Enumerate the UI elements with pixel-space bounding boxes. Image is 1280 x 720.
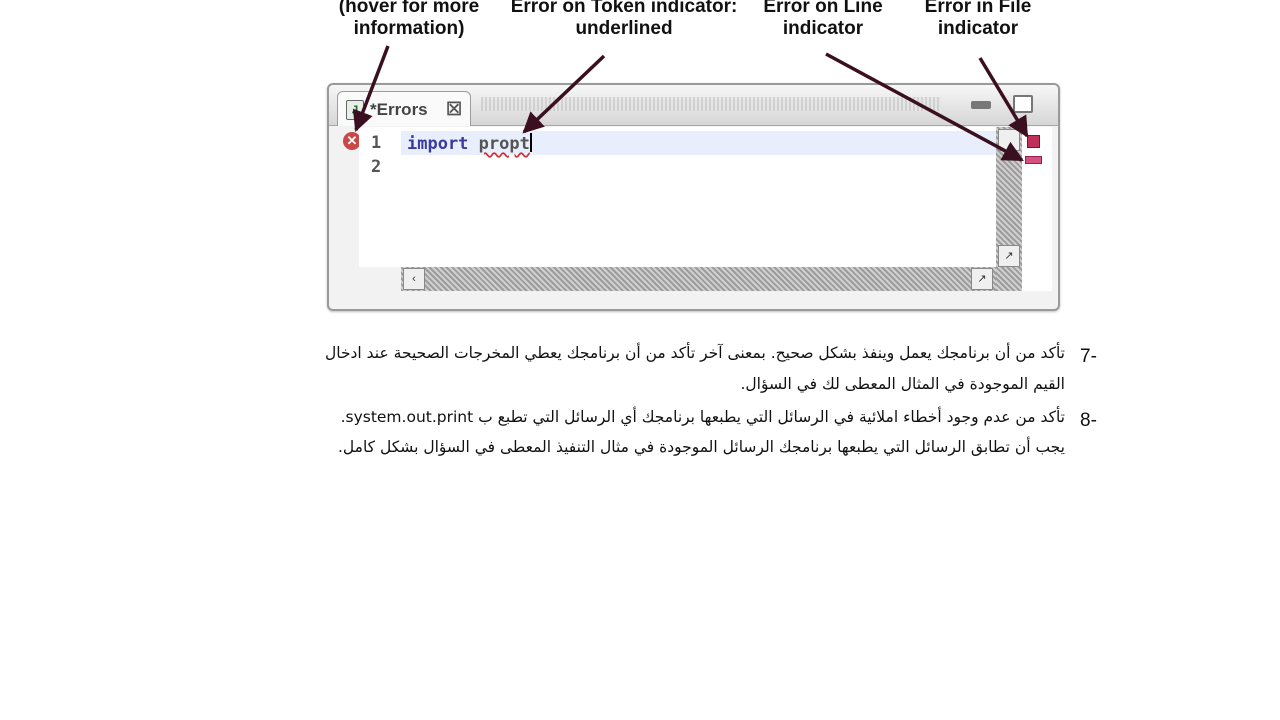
instruction-8-line-2: يجب أن تطابق الرسائل التي يطبعها برنامجك الرسائل الموجودة في مثال التنفيذ المعطى في السؤال بشكل كامل.	[337, 438, 1065, 456]
arrow-file	[980, 58, 1027, 136]
scroll-left-button[interactable]: ‹	[403, 268, 425, 290]
line-number: 2	[371, 157, 382, 177]
callout-file-text: Error in File indicator	[924, 0, 1032, 39]
error-token: propt	[478, 134, 530, 154]
callout-line-text: Error on Line indicator	[763, 0, 883, 39]
tab-title: *Errors	[370, 100, 428, 119]
instruction-8	[150, 408, 1065, 464]
arrow-line	[826, 54, 1022, 160]
instruction-7	[150, 344, 1065, 400]
instruction-8-line-1: تأكد من عدم وجود أخطاء املائية في الرسائل التي يطبعها برنامجك أي الرسائل التي تطبع ب system.out.print.	[340, 408, 1065, 426]
callout-token-text: Error on Token indicator: underlined	[510, 0, 738, 39]
error-icon[interactable]: ✕	[343, 132, 361, 150]
arrow-token	[524, 56, 604, 132]
scroll-down-button[interactable]: ↗	[998, 245, 1020, 267]
item-number-7: 7-	[1080, 346, 1097, 367]
instruction-7-line-2: القيم الموجودة في المثال المعطى لك في السؤال.	[740, 375, 1065, 393]
close-icon[interactable]: ☒	[446, 99, 463, 119]
arrow-hover	[356, 46, 388, 130]
line-number: 1	[371, 133, 382, 153]
code-keyword: import	[407, 134, 469, 154]
scroll-right-button[interactable]: ↗	[971, 268, 993, 290]
java-file-icon: J	[346, 100, 364, 120]
item-number-8: 8-	[1080, 410, 1097, 431]
instruction-7-line-1: تأكد من أن برنامجك يعمل وينفذ بشكل صحيح. بمعنى آخر تأكد من أن برنامجك يعطي المخرجات الصحيحة عند ادخال	[324, 344, 1065, 362]
callout-arrows	[0, 0, 1280, 330]
callout-hover-text: (hover for more information)	[338, 0, 480, 39]
